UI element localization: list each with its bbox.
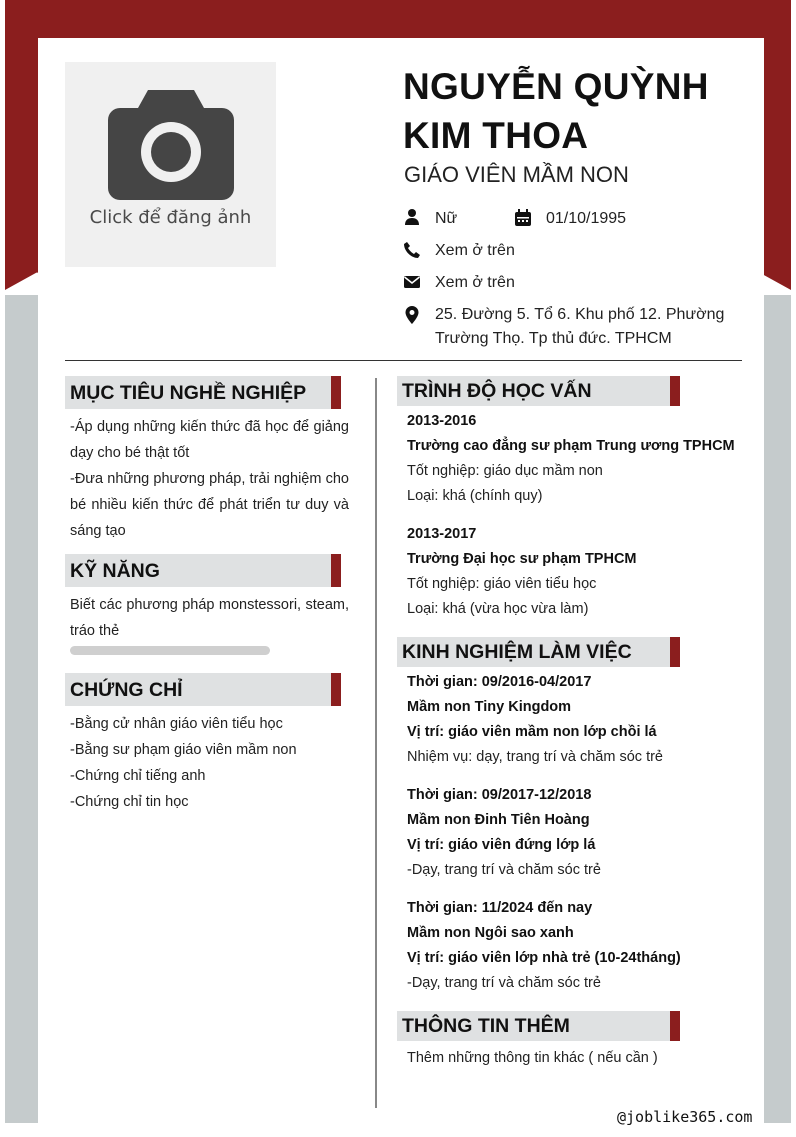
objective-heading: MỤC TIÊU NGHỀ NGHIỆP	[65, 376, 341, 409]
experience-position: Vị trí: giáo viên lớp nhà trẻ (10-24tháng)	[407, 950, 681, 966]
experience-heading: KINH NGHIỆM LÀM VIỆC	[397, 637, 680, 667]
experience-position: Vị trí: giáo viên mầm non lớp chồi lá	[407, 724, 657, 740]
education-entry	[407, 409, 737, 509]
heading-accent-bar	[670, 637, 680, 667]
skills-line: Biết các phương pháp monstessori, steam,	[70, 597, 349, 613]
experience-company: Mầm non Đinh Tiên Hoàng	[407, 812, 590, 828]
address-line-1: 25. Đường 5. Tổ 6. Khu phố 12. Phường	[435, 306, 725, 323]
job-title: GIÁO VIÊN MẦM NON	[404, 162, 629, 187]
objective-line: bé nhiều kiến thức để phát triển tư duy và	[70, 497, 349, 513]
education-grade: Loại: khá (vừa học vừa làm)	[407, 601, 589, 617]
person-icon	[403, 208, 421, 226]
full-name	[403, 62, 743, 160]
experience-entry	[407, 783, 737, 883]
column-divider	[375, 378, 377, 1108]
certificate-item: -Chứng chỉ tin học	[70, 794, 189, 810]
objective-text	[70, 414, 349, 544]
experience-entry	[407, 896, 737, 996]
birthdate-value: 01/10/1995	[546, 210, 627, 227]
experience-time: Thời gian: 09/2017-12/2018	[407, 787, 592, 803]
experience-duty: -Dạy, trang trí và chăm sóc trẻ	[407, 975, 601, 991]
objective-line: -Áp dụng những kiến thức đã học để giảng	[70, 419, 349, 435]
education-years: 2013-2017	[407, 526, 477, 542]
phone-value: Xem ở trên	[435, 242, 515, 259]
education-entry	[407, 522, 737, 622]
experience-duty: -Dạy, trang trí và chăm sóc trẻ	[407, 862, 601, 878]
extra-text: Thêm những thông tin khác ( nếu cần )	[407, 1050, 658, 1066]
education-years: 2013-2016	[407, 413, 477, 429]
address-line-2: Trường Thọ. Tp thủ đức. TPHCM	[435, 330, 672, 347]
experience-entry	[407, 670, 737, 770]
certificate-item: -Chứng chỉ tiếng anh	[70, 768, 206, 784]
certificate-item: -Bằng cử nhân giáo viên tiểu học	[70, 716, 283, 732]
certificates-list	[70, 711, 349, 815]
skill-level-bar	[70, 646, 270, 655]
experience-company: Mầm non Tiny Kingdom	[407, 699, 572, 715]
experience-company: Mầm non Ngôi sao xanh	[407, 925, 574, 941]
objective-line: sáng tạo	[70, 523, 126, 539]
phone-icon	[403, 241, 421, 259]
map-pin-icon	[403, 306, 421, 324]
experience-time: Thời gian: 09/2016-04/2017	[407, 674, 592, 690]
skills-heading: KỸ NĂNG	[65, 554, 341, 587]
heading-accent-bar	[670, 376, 680, 406]
education-heading: TRÌNH ĐỘ HỌC VẤN	[397, 376, 680, 406]
address-value	[435, 303, 724, 351]
envelope-icon	[403, 273, 421, 291]
heading-accent-bar	[331, 673, 341, 706]
experience-time: Thời gian: 11/2024 đến nay	[407, 900, 593, 916]
email-value: Xem ở trên	[435, 274, 515, 291]
objective-line: -Đưa những phương pháp, trải nghiệm cho	[70, 471, 349, 487]
education-school: Trường cao đẳng sư phạm Trung ương TPHCM	[407, 438, 735, 454]
objective-line: dạy cho bé thật tốt	[70, 445, 190, 461]
heading-accent-bar	[331, 376, 341, 409]
photo-upload[interactable]	[65, 62, 276, 267]
heading-accent-bar	[670, 1011, 680, 1041]
photo-caption: Click để đăng ảnh	[89, 207, 252, 228]
camera-icon	[108, 90, 234, 200]
name-line-1: NGUYỄN QUỲNH	[403, 66, 709, 107]
calendar-icon	[514, 209, 532, 227]
education-major: Tốt nghiệp: giáo viên tiểu học	[407, 576, 597, 592]
education-school: Trường Đại học sư phạm TPHCM	[407, 551, 637, 567]
watermark: @joblike365.com	[617, 1108, 753, 1126]
experience-duty: Nhiệm vụ: dạy, trang trí và chăm sóc trẻ	[407, 749, 663, 765]
gender-value: Nữ	[435, 210, 458, 227]
certificate-item: -Bằng sư phạm giáo viên mầm non	[70, 742, 297, 758]
certificates-heading: CHỨNG CHỈ	[65, 673, 341, 706]
extra-heading: THÔNG TIN THÊM	[397, 1011, 680, 1041]
heading-accent-bar	[331, 554, 341, 587]
header-divider	[65, 360, 742, 361]
skills-text	[70, 592, 349, 644]
name-line-2: KIM THOA	[403, 115, 589, 156]
experience-position: Vị trí: giáo viên đứng lớp lá	[407, 837, 596, 853]
education-grade: Loại: khá (chính quy)	[407, 488, 543, 504]
skills-line: tráo thẻ	[70, 623, 120, 639]
education-major: Tốt nghiệp: giáo dục mầm non	[407, 463, 603, 479]
